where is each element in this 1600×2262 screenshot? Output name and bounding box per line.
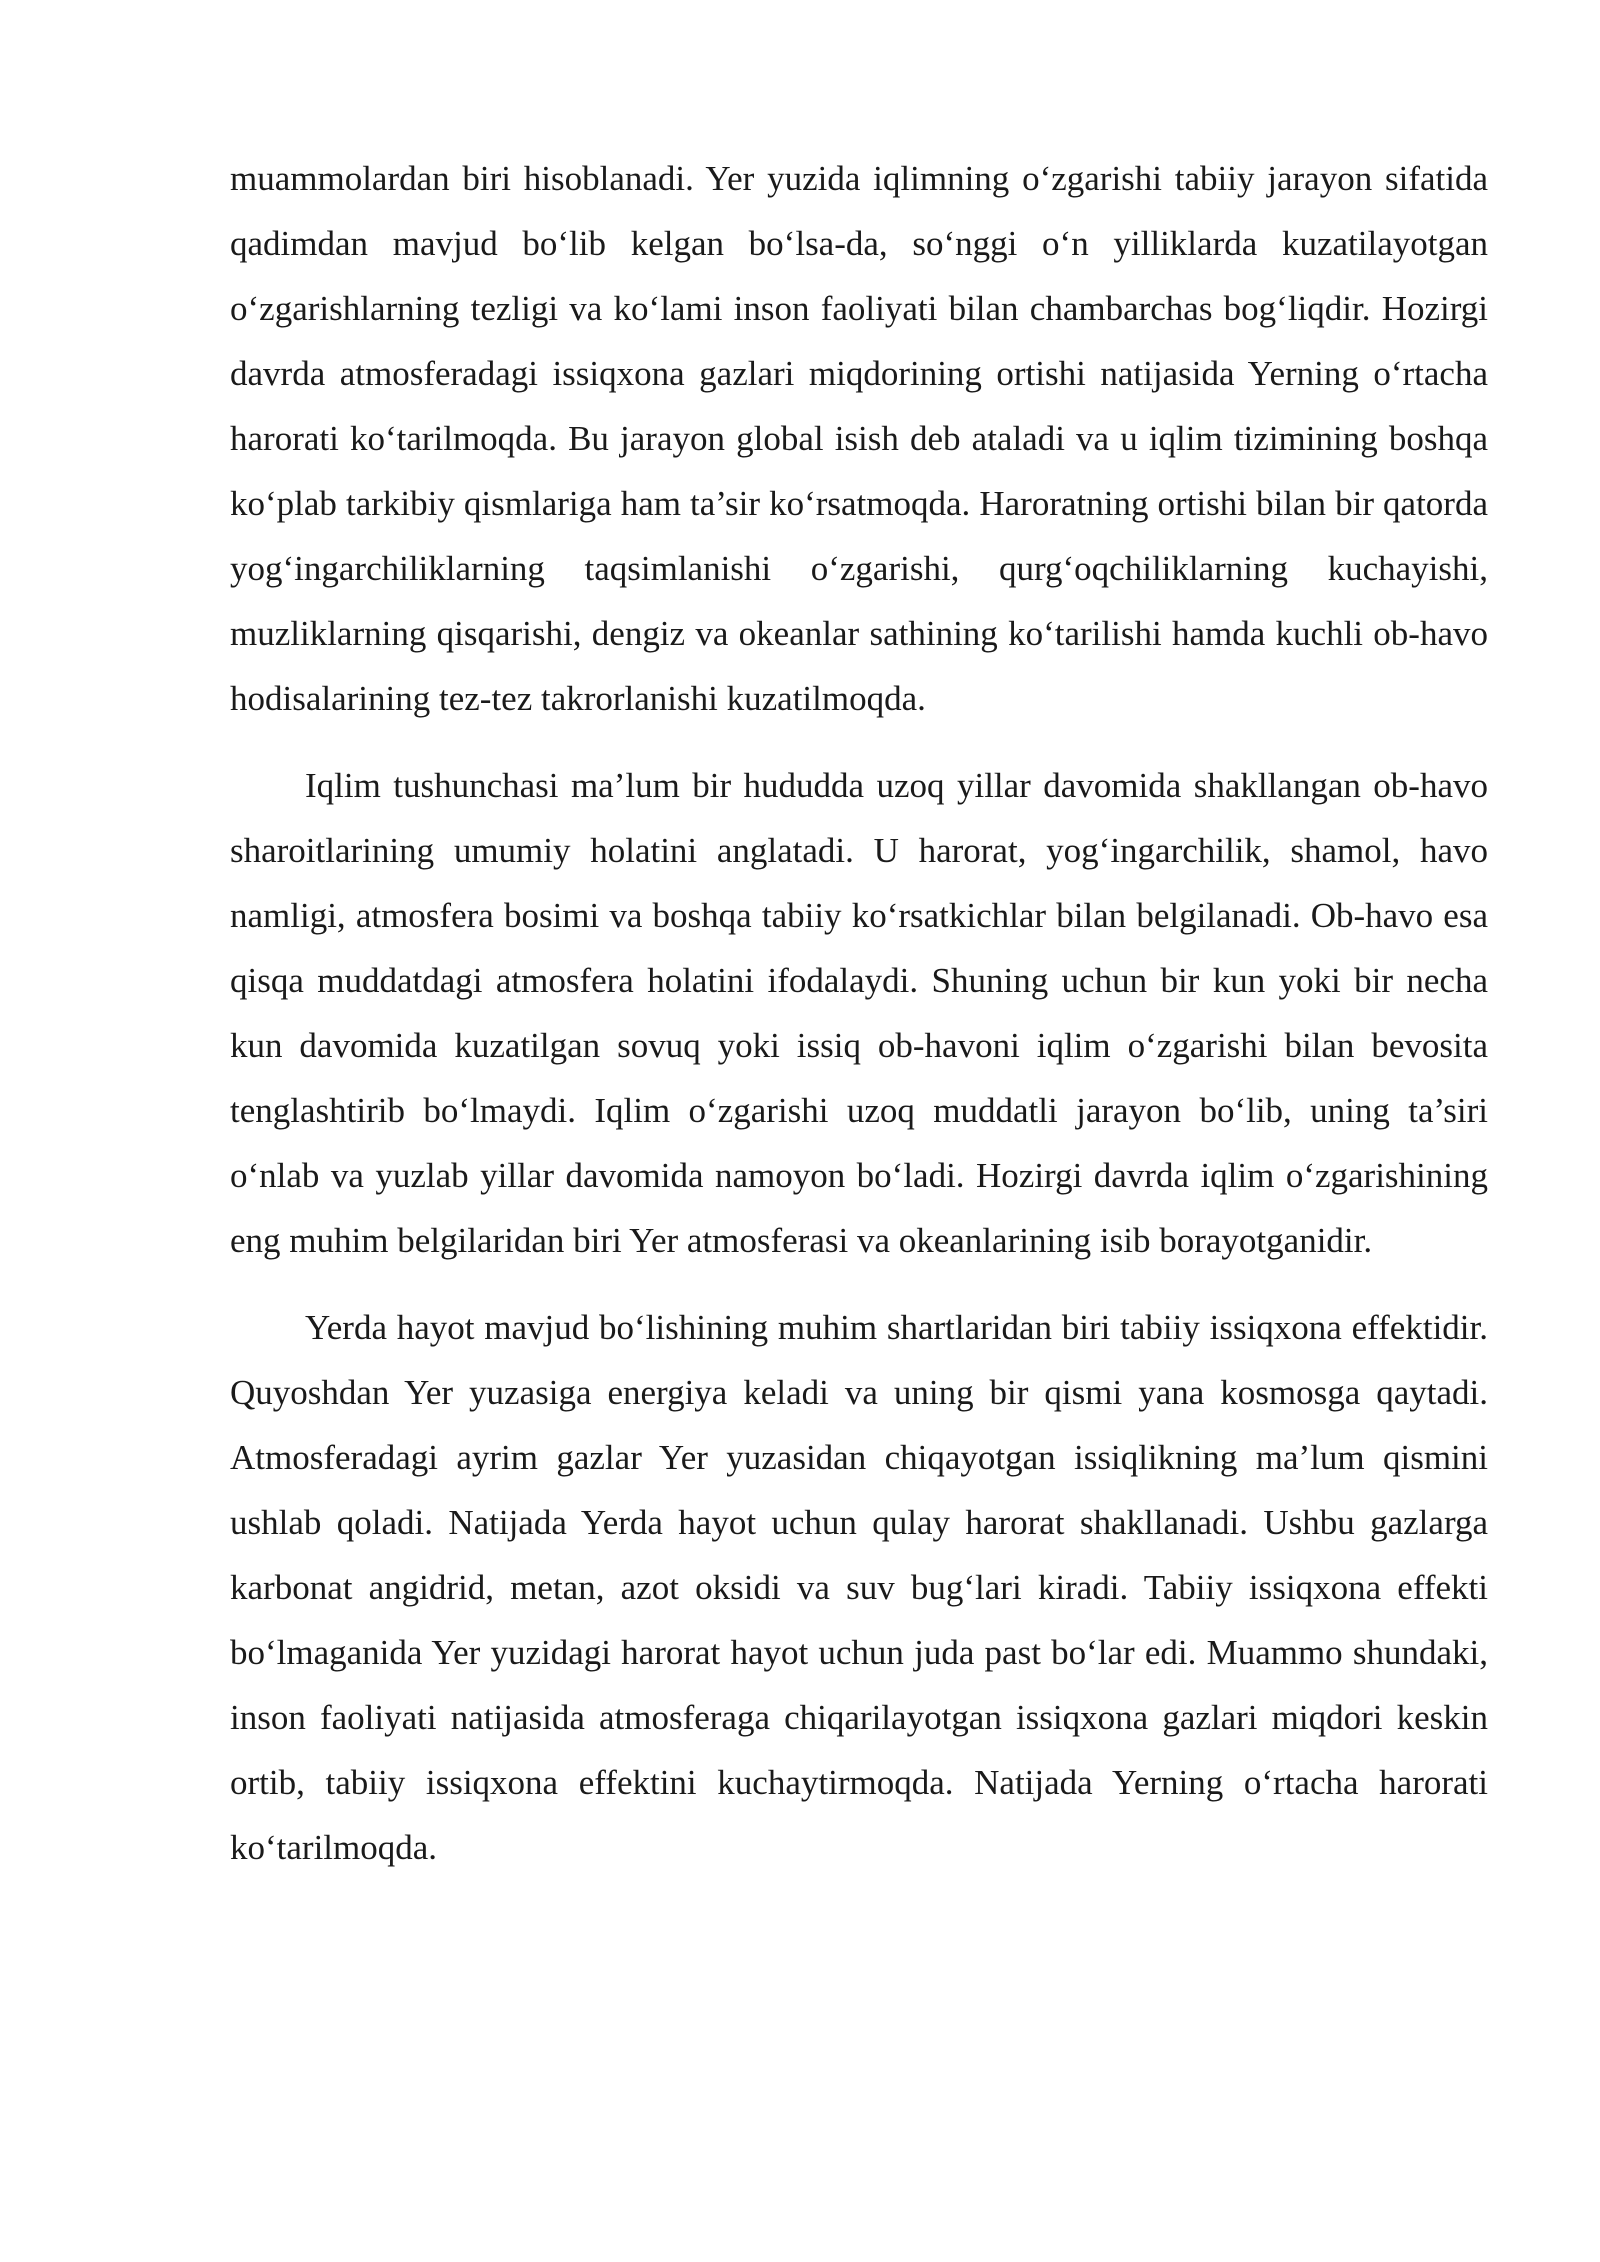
paragraph-greenhouse-effect: Yerda hayot mavjud bo‘lishining muhim shartlaridan biri tabiiy issiqxona effektidir. Quyoshdan Yer yuzasiga energiya keladi va uning bir qismi yana kosmosga qaytadi. Atmosferadagi ayrim gazlar Yer yuzasidan chiqayotgan issiqlikning ma’lum qismini ushlab qoladi. Natijada Yerda hayot uchun qulay harorat shakllanadi. Ushbu gazlarga karbonat angidrid, metan, azot oksidi va suv bug‘lari kiradi. Tabiiy issiqxona effekti bo‘lmaganida Yer yuzidagi harorat hayot uchun juda past bo‘lar edi. Muammo shundaki, inson faoliyati natijasida atmosferaga chiqarilayotgan issiqxona gazlari miqdori keskin ortib, tabiiy issiqxona effektini kuchaytirmoqda. Natijada Yerning o‘rtacha harorati ko‘tarilmoqda. [230, 1308, 1488, 1867]
paragraph-continued: muammolardan biri hisoblanadi. Yer yuzida iqlimning o‘zgarishi tabiiy jarayon sifatida qadimdan mavjud bo‘lib kelgan bo‘lsa-da, so‘nggi o‘n yilliklarda kuzatilayotgan o‘zgarishlarning tezligi va ko‘lami inson faoliyati bilan chambarchas bog‘liqdir. Hozirgi davrda atmosferadagi issiqxona gazlari miqdorining ortishi natijasida Yerning o‘rtacha harorati ko‘tarilmoqda. Bu jarayon global isish deb ataladi va u iqlim tizimining boshqa ko‘plab tarkibiy qismlariga ham ta’sir ko‘rsatmoqda. Haroratning ortishi bilan bir qatorda yog‘ingarchiliklarning taqsimlanishi o‘zgarishi, qurg‘oqchiliklarning kuchayishi, muzliklarning qisqarishi, dengiz va okeanlar sathining ko‘tarilishi hamda kuchli ob-havo hodisalarining tez-tez takrorlanishi kuzatilmoqda. [230, 159, 1488, 718]
paragraph-climate-definition: Iqlim tushunchasi ma’lum bir hududda uzoq yillar davomida shakllangan ob-havo sharoitlarining umumiy holatini anglatadi. U harorat, yog‘ingarchilik, shamol, havo namligi, atmosfera bosimi va boshqa tabiiy ko‘rsatkichlar bilan belgilanadi. Ob-havo esa qisqa muddatdagi atmosfera holatini ifodalaydi. Shuning uchun bir kun yoki bir necha kun davomida kuzatilgan sovuq yoki issiq ob-havoni iqlim o‘zgarishi bilan bevosita tenglashtirib bo‘lmaydi. Iqlim o‘zgarishi uzoq muddatli jarayon bo‘lib, uning ta’siri o‘nlab va yuzlab yillar davomida namoyon bo‘ladi. Hozirgi davrda iqlim o‘zgarishining eng muhim belgilaridan biri Yer atmosferasi va okeanlarining isib borayotganidir. [230, 766, 1488, 1260]
document-page [230, 146, 1488, 1880]
